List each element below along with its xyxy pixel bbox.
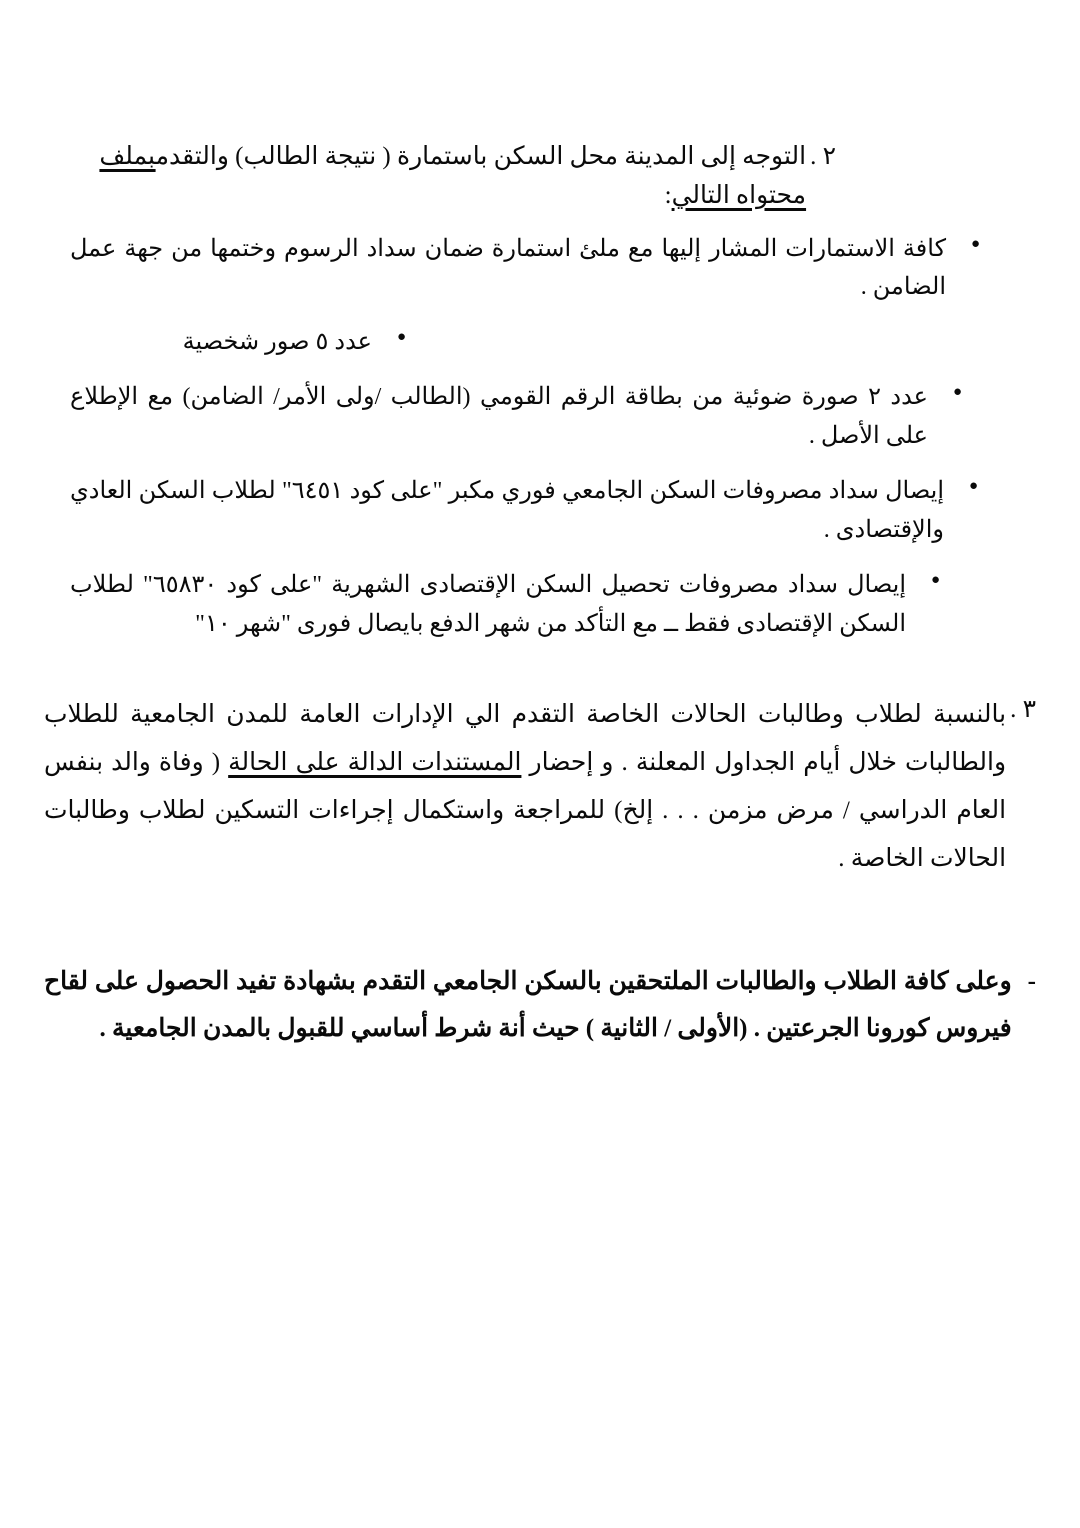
list-item (70, 566, 940, 644)
final-note-text: وعلى كافة الطلاب والطالبات الملتحقين بالسكن الجامعي التقدم بشهادة تفيد الحصول على لقاح فيروس كورونا الجرعتين . (الأولى / الثانية ) حيث أنة شرط أساسي للقبول بالمدن الجامعية . (44, 968, 1012, 1042)
numbered-item-3 (44, 691, 1036, 883)
item-2-underlined-text: بملف محتواه التالي (99, 143, 807, 209)
final-note-marker: - (1027, 968, 1036, 996)
list-item (70, 323, 406, 362)
list-item (70, 472, 978, 550)
item-3-underlined-text: المستندات الدالة على الحالة (228, 749, 522, 777)
list-item (70, 230, 980, 308)
requirements-bullet-list (44, 230, 1036, 644)
item-3-text-part2: ( وفاة والد بنفس العام الدراسي / مرض مزمن . . . إلخ) للمراجعة واستكمال إجراءات التسكين لطلاب وطالبات الحالات الخاصة . (44, 749, 1007, 873)
item-2-marker: ٢ . (810, 143, 836, 170)
item-3-body (44, 691, 1006, 883)
item-3-marker: ٣ . (1010, 696, 1036, 724)
item-2-text-after: : (664, 181, 672, 209)
item-2-body (48, 138, 806, 216)
bullet-text: عدد ٥ صور شخصية (182, 329, 372, 356)
document-body (44, 138, 1036, 1052)
numbered-item-2 (48, 138, 836, 216)
bullet-text: عدد ٢ صورة ضوئية من بطاقة الرقم القومي (الطالب /ولى الأمر/ الضامن) مع الإطلاع على الأصل . (70, 384, 928, 449)
final-note (44, 959, 1036, 1052)
list-item (70, 378, 962, 456)
item-2-text-before: التوجه إلى المدينة محل السكن باستمارة ( نتيجة الطالب) والتقدم (155, 143, 807, 170)
item-3-text-part1: بالنسبة لطلاب وطالبات الحالات الخاصة التقدم الي الإدارات العامة للمدن الجامعية للطلاب والطالبات خلال أيام الجداول المعلنة . و إحضار (44, 701, 1007, 777)
bullet-text: كافة الاستمارات المشار إليها مع ملئ استمارة ضمان سداد الرسوم وختمها من جهة عمل الضامن . (70, 235, 946, 301)
bullet-text: إيصال سداد مصروفات تحصيل السكن الإقتصادى الشهرية "على كود ٦٥٨٣٠" لطلاب السكن الإقتصادى فقط ــ مع التأكد من شهر الدفع بايصال فورى "شهر ١٠" (70, 571, 906, 637)
bullet-text: إيصال سداد مصروفات السكن الجامعي فوري مكبر "على كود ٦٤٥١" لطلاب السكن العادي والإقتصادى . (70, 477, 945, 543)
